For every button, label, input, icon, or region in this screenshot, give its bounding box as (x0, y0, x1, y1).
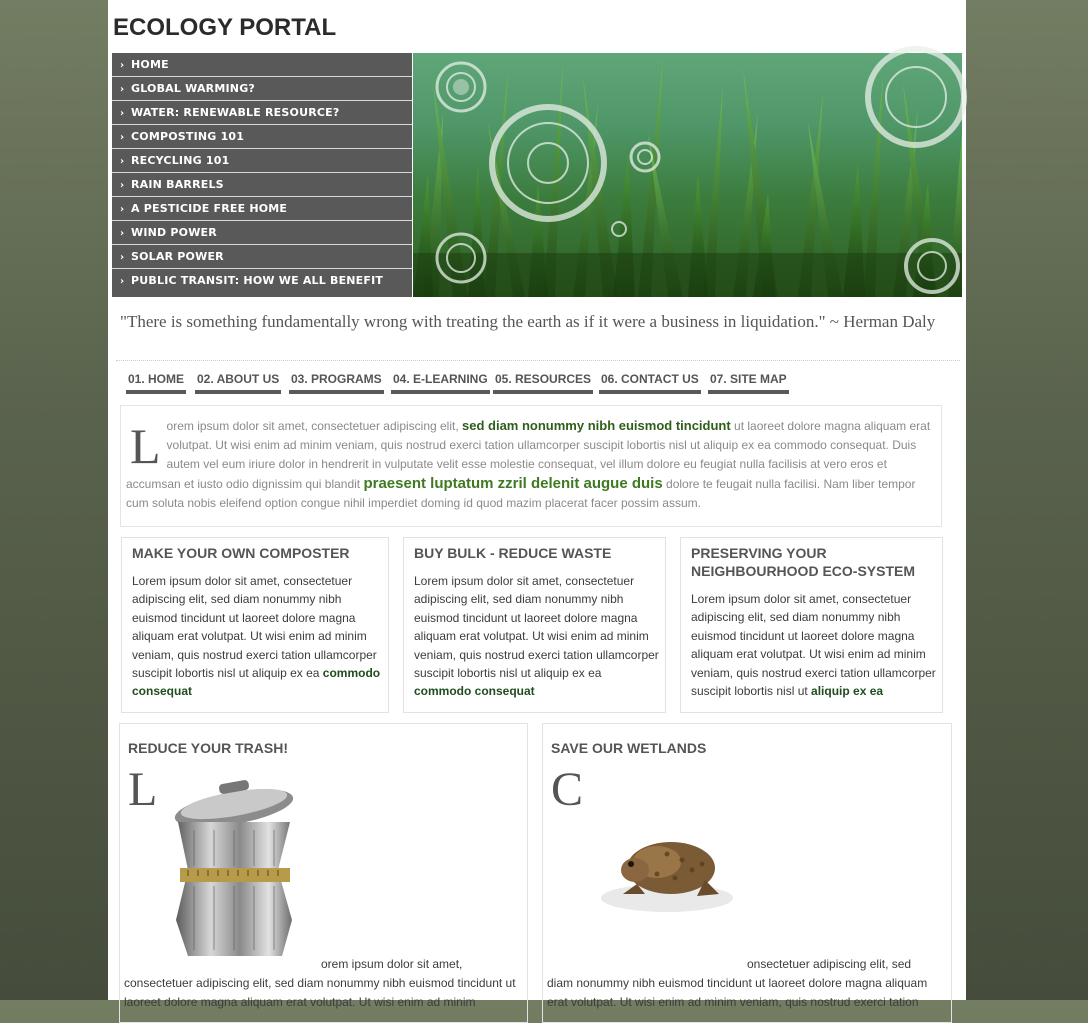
side-nav (112, 53, 412, 297)
article-reduce-trash (119, 723, 528, 1023)
chevron-right-icon: › (120, 228, 125, 239)
tab-about-us[interactable]: 02. ABOUT US (195, 370, 281, 394)
tab-home[interactable]: 01. HOME (126, 370, 186, 394)
article-save-wetlands (542, 723, 952, 1023)
chevron-right-icon: › (120, 276, 125, 287)
feature-box-bulk (403, 537, 666, 713)
intro-text-3: dolore te feugait nulla facilisi. Nam liber tempor cum soluta nobis eleifend option congue nihil imperdiet doming id quod mazim placerat facer possim assum. (126, 477, 916, 510)
tab-contact-us[interactable]: 06. CONTACT US (599, 370, 701, 394)
hero-banner (413, 53, 962, 297)
chevron-right-icon: › (120, 204, 125, 215)
article-title: REDUCE YOUR TRASH! (128, 740, 288, 756)
side-nav-item-pesticide-free[interactable]: › A PESTICIDE FREE HOME (112, 197, 412, 221)
trash-can-image (164, 770, 304, 966)
chevron-right-icon: › (120, 84, 125, 95)
divider (116, 360, 960, 361)
side-nav-item-solar-power[interactable]: › SOLAR POWER (112, 245, 412, 269)
feature-body: Lorem ipsum dolor sit amet, consectetuer adipiscing elit, sed diam nonummy nibh euismod tincidunt ut laoreet dolore magna aliquam erat volutpat. Ut wisi enim ad minim veniam, quis nostrud exerci tation ullamcorper suscipit lobortis nisl ut aliquip ex ea commodo consequat (414, 574, 659, 699)
tab-site-map[interactable]: 07. SITE MAP (708, 370, 789, 394)
intro-highlight-1: sed diam nonummy nibh euismod tincidunt (462, 418, 731, 433)
grass-banner-image (413, 53, 962, 297)
article-text-first-line: orem ipsum dolor sit amet, (321, 957, 463, 971)
intro-paragraph (120, 405, 942, 527)
intro-text-1: orem ipsum dolor sit amet, consectetuer adipiscing elit, (166, 419, 463, 433)
side-nav-item-global-warming[interactable]: › GLOBAL WARMING? (112, 77, 412, 101)
feature-link[interactable]: aliquip ex ea (811, 684, 884, 699)
side-nav-item-public-transit[interactable]: › PUBLIC TRANSIT: HOW WE ALL BENEFIT (112, 269, 412, 293)
article-dropcap: C (551, 763, 584, 816)
article-text-first-line: onsectetuer adipiscing elit, sed (747, 957, 912, 971)
side-nav-item-home[interactable]: › HOME (112, 53, 412, 77)
side-nav-item-composting[interactable]: › COMPOSTING 101 (112, 125, 412, 149)
tab-programs[interactable]: 03. PROGRAMS (289, 370, 384, 394)
chevron-right-icon: › (120, 132, 125, 143)
site-title: ECOLOGY PORTAL (113, 14, 337, 41)
feature-title: MAKE YOUR OWN COMPOSTER (132, 545, 350, 561)
chevron-right-icon: › (120, 180, 125, 191)
feature-link[interactable]: commodo consequat (132, 666, 381, 699)
intro-highlight-2: praesent luptatum zzril delenit augue duis (363, 475, 663, 492)
intro-dropcap: L (130, 418, 161, 474)
chevron-right-icon: › (120, 156, 125, 167)
side-nav-item-water[interactable]: › WATER: RENEWABLE RESOURCE? (112, 101, 412, 125)
feature-box-composter (121, 537, 389, 713)
side-nav-item-rain-barrels[interactable]: › RAIN BARRELS (112, 173, 412, 197)
page-container (108, 0, 966, 1009)
article-text: diam nonummy nibh euismod tincidunt ut laoreet dolore magna aliquam erat volutpat. Ut wisi enim ad minim veniam, quis nostrud exerci tation (547, 976, 928, 1009)
side-nav-item-recycling[interactable]: › RECYCLING 101 (112, 149, 412, 173)
tab-e-learning[interactable]: 04. E-LEARNING (391, 370, 490, 394)
chevron-right-icon: › (120, 252, 125, 263)
chevron-right-icon: › (120, 60, 125, 71)
article-title: SAVE OUR WETLANDS (551, 740, 707, 756)
toad-image (597, 824, 737, 924)
feature-title: BUY BULK - REDUCE WASTE (414, 545, 612, 561)
feature-title: PRESERVING YOUR NEIGHBOURHOOD ECO-SYSTEM (691, 545, 916, 579)
chevron-right-icon: › (120, 108, 125, 119)
intro-text-2: ut laoreet dolore magna aliquam erat volutpat. Ut wisi enim ad minim veniam, quis nostrud exerci tation ullamcorper suscipit lobortis nisl ut aliquip ex ea commodo consequat. Duis autem vel eum iriure dolor in hendrerit in vulputate velit esse molestie consequat, vel illum dolore eu feugiat nulla facilisis at vero eros et accumsan et iusto odio dignissim qui blandit (126, 419, 931, 491)
featured-quote: "There is something fundamentally wrong with treating the earth as if it were a business in liquidation." ~ Herman Daly (120, 312, 936, 331)
article-text: consectetuer adipiscing elit, sed diam nonummy nibh euismod tincidunt ut laoreet dolore magna aliquam erat volutpat. Ut wisi enim ad minim (124, 976, 516, 1009)
article-dropcap: L (128, 763, 158, 816)
tab-resources[interactable]: 05. RESOURCES (493, 370, 593, 394)
feature-box-ecosystem (680, 537, 943, 713)
feature-body: Lorem ipsum dolor sit amet, consectetuer adipiscing elit, sed diam nonummy nibh euismod tincidunt ut laoreet dolore magna aliquam erat volutpat. Ut wisi enim ad minim veniam, quis nostrud exerci tation ullamcorper suscipit lobortis nisl ut aliquip ex ea (691, 592, 936, 699)
feature-body: Lorem ipsum dolor sit amet, consectetuer adipiscing elit, sed diam nonummy nibh euismod tincidunt ut laoreet dolore magna aliquam erat volutpat. Ut wisi enim ad minim veniam, quis nostrud exerci tation ullamcorper suscipit lobortis nisl ut aliquip ex ea commodo consequat (132, 574, 381, 699)
side-nav-item-wind-power[interactable]: › WIND POWER (112, 221, 412, 245)
feature-link[interactable]: commodo consequat (414, 684, 535, 699)
